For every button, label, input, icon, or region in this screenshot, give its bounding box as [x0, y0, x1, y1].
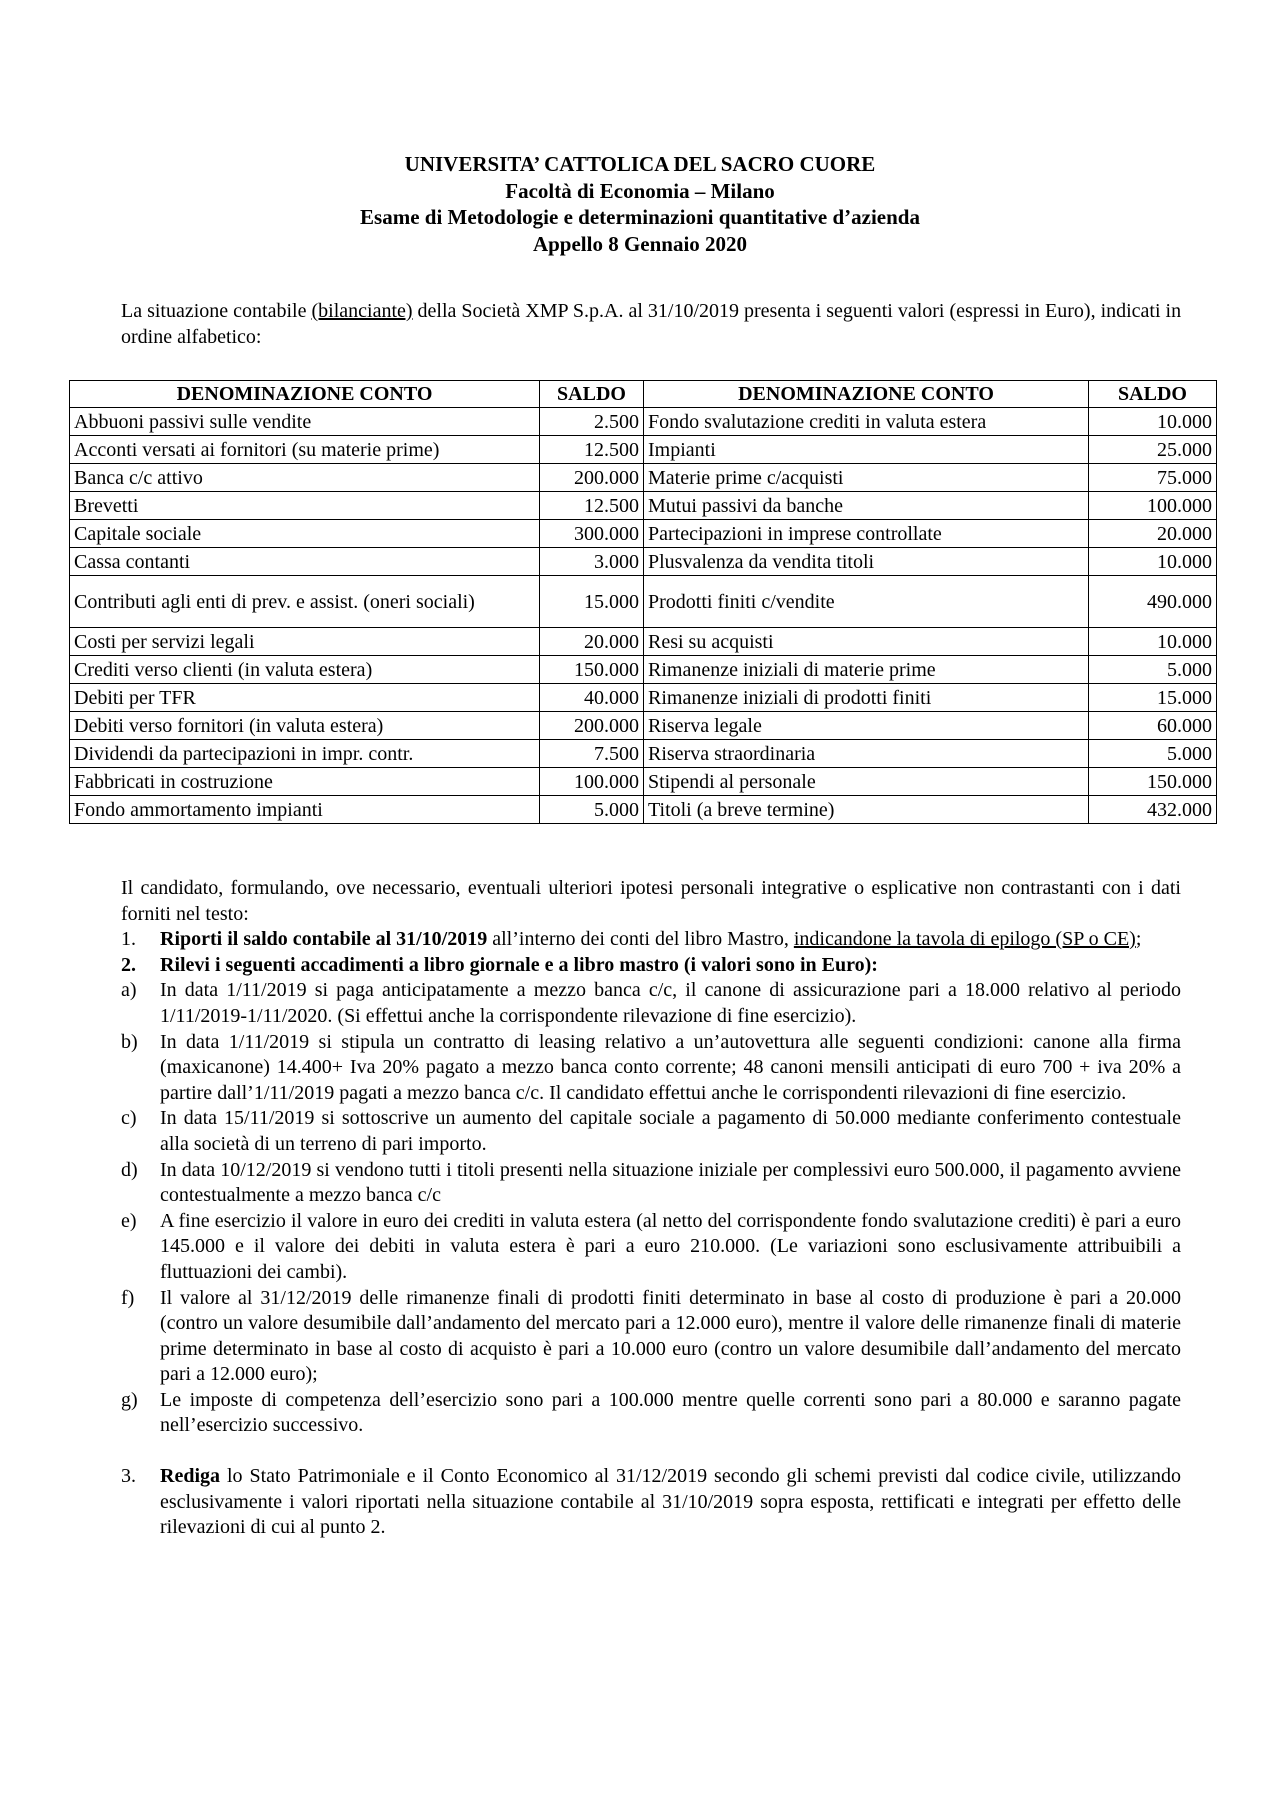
sub-item	[121, 1158, 1181, 1209]
sub-item	[121, 1030, 1181, 1107]
item-3-text: lo Stato Patrimoniale e il Conto Economico al 31/12/2019 secondo gli schemi previsti dal codice civile, utilizzando esclusivamente i valori riportati nella situazione contabile al 31/10/2019 sopra esposta, rettificati e integrati per effetto delle rilevazioni di cui al punto 2.	[160, 1465, 1181, 1539]
balance-right: 25.000	[1089, 436, 1217, 464]
header-account-name-right: DENOMINAZIONE CONTO	[644, 381, 1089, 408]
account-name-right: Prodotti finiti c/vendite	[644, 576, 1089, 628]
balance-right: 490.000	[1089, 576, 1217, 628]
balance-right: 15.000	[1089, 684, 1217, 712]
account-name-right: Titoli (a breve termine)	[644, 796, 1089, 824]
item-2-marker: 2.	[121, 953, 136, 976]
account-name-right: Riserva legale	[644, 712, 1089, 740]
table-row	[70, 576, 1217, 628]
account-name-left: Fabbricati in costruzione	[70, 768, 540, 796]
instructions-preamble: Il candidato, formulando, ove necessario, eventuali ulteriori ipotesi personali integrative o esplicative non contrastanti con i dati forniti nel testo:	[121, 877, 1181, 925]
balance-left: 12.500	[540, 436, 644, 464]
balance-right: 100.000	[1089, 492, 1217, 520]
balance-right: 150.000	[1089, 768, 1217, 796]
account-name-left: Capitale sociale	[70, 520, 540, 548]
item-1-end: ;	[1135, 928, 1142, 951]
balance-left: 3.000	[540, 548, 644, 576]
account-name-right: Rimanenze iniziali di prodotti finiti	[644, 684, 1089, 712]
account-name-left: Costi per servizi legali	[70, 628, 540, 656]
sub-item-marker: c)	[121, 1107, 137, 1130]
sub-item	[121, 1286, 1181, 1388]
sub-item-marker: e)	[121, 1209, 137, 1232]
sub-item-text: In data 1/11/2019 si paga anticipatamente a mezzo banca c/c, il canone di assicurazione pari a 18.000 relativo al periodo 1/11/2019-1/11/2020. (Si effettui anche la corrispondente rilevazione di fine esercizio).	[160, 979, 1181, 1027]
sub-item-text: In data 15/11/2019 si sottoscrive un aumento del capitale sociale a pagamento di 50.000 mediante conferimento contestuale alla società di un terreno di pari importo.	[160, 1107, 1181, 1155]
account-name-right: Stipendi al personale	[644, 768, 1089, 796]
table-row	[70, 712, 1217, 740]
balance-left: 5.000	[540, 796, 644, 824]
item-1-text: all’interno dei conti del libro Mastro,	[487, 928, 794, 951]
accounts-table-body	[70, 408, 1217, 824]
item-3-bold: Rediga	[160, 1465, 220, 1488]
instructions	[121, 876, 1181, 1541]
header-balance-right: SALDO	[1089, 381, 1217, 408]
sub-item-text: A fine esercizio il valore in euro dei crediti in valuta estera (al netto del corrispondente fondo svalutazione crediti) è pari a euro 145.000 e il valore dei debiti in valuta estera è pari a euro 210.000. (Le variazioni sono esclusivamente attribuibili a fluttuazioni dei cambi).	[160, 1209, 1181, 1283]
account-name-right: Partecipazioni in imprese controllate	[644, 520, 1089, 548]
balance-left: 40.000	[540, 684, 644, 712]
account-name-left: Contributi agli enti di prev. e assist. (oneri sociali)	[70, 576, 540, 628]
table-row	[70, 628, 1217, 656]
intro-paragraph	[121, 298, 1186, 350]
balance-left: 200.000	[540, 712, 644, 740]
sub-item-marker: b)	[121, 1030, 138, 1053]
sub-item-marker: g)	[121, 1388, 138, 1411]
account-name-left: Debiti per TFR	[70, 684, 540, 712]
intro-text-2: della Società XMP S.p.A. al 31/10/2019 presenta i seguenti valori (espressi in Euro), indicati in ordine alfabetico:	[121, 300, 1182, 348]
sub-item-marker: d)	[121, 1158, 138, 1181]
balance-right: 75.000	[1089, 464, 1217, 492]
balance-right: 60.000	[1089, 712, 1217, 740]
balance-left: 7.500	[540, 740, 644, 768]
balance-right: 20.000	[1089, 520, 1217, 548]
intro-underlined: (bilanciante)	[311, 300, 413, 322]
table-header-row	[70, 381, 1217, 408]
item-2-bold: Rilevi i seguenti accadimenti a libro giornale e a libro mastro (i valori sono in Euro):	[160, 953, 878, 976]
exam-title: Esame di Metodologie e determinazioni quantitative d’azienda	[360, 205, 920, 229]
account-name-right: Mutui passivi da banche	[644, 492, 1089, 520]
sub-item-text: In data 10/12/2019 si vendono tutti i titoli presenti nella situazione iniziale per complessivi euro 500.000, il pagamento avviene contestualmente a mezzo banca c/c	[160, 1158, 1181, 1207]
intro-text-1: La situazione contabile	[121, 300, 312, 322]
account-name-left: Debiti verso fornitori (in valuta estera)	[70, 712, 540, 740]
sub-item	[121, 1106, 1181, 1157]
table-row	[70, 796, 1217, 824]
balance-right: 10.000	[1089, 408, 1217, 436]
balance-left: 100.000	[540, 768, 644, 796]
header-balance-left: SALDO	[540, 381, 644, 408]
balance-left: 2.500	[540, 408, 644, 436]
item-1-marker: 1.	[121, 928, 136, 951]
balance-left: 300.000	[540, 520, 644, 548]
account-name-left: Abbuoni passivi sulle vendite	[70, 408, 540, 436]
table-row	[70, 684, 1217, 712]
balance-left: 150.000	[540, 656, 644, 684]
account-name-left: Brevetti	[70, 492, 540, 520]
instruction-item-1	[121, 927, 1181, 953]
account-name-right: Rimanenze iniziali di materie prime	[644, 656, 1089, 684]
table-row	[70, 436, 1217, 464]
account-name-left: Crediti verso clienti (in valuta estera)	[70, 656, 540, 684]
account-name-right: Impianti	[644, 436, 1089, 464]
account-name-right: Plusvalenza da vendita titoli	[644, 548, 1089, 576]
account-name-right: Riserva straordinaria	[644, 740, 1089, 768]
account-name-left: Acconti versati ai fornitori (su materie prime)	[70, 436, 540, 464]
account-name-right: Materie prime c/acquisti	[644, 464, 1089, 492]
account-name-left: Fondo ammortamento impianti	[70, 796, 540, 824]
balance-right: 5.000	[1089, 656, 1217, 684]
exam-date: Appello 8 Gennaio 2020	[532, 231, 748, 256]
table-row	[70, 520, 1217, 548]
table-row	[70, 656, 1217, 684]
spacer	[121, 1439, 1181, 1464]
sub-item	[121, 1209, 1181, 1286]
instruction-item-2	[121, 953, 1181, 979]
table-row	[70, 548, 1217, 576]
sub-item-text: Il valore al 31/12/2019 delle rimanenze finali di prodotti finiti determinato in base al costo di produzione è pari a 20.000 (contro un valore desumibile dall’andamento del mercato pari a 12.000 euro), mentre il valore delle rimanenze finali di materie prime determinato in base al costo di acquisto è pari a 10.000 euro (contro un valore desumibile dall’andamento del mercato pari a 12.000 euro);	[160, 1286, 1181, 1386]
account-name-left: Dividendi da partecipazioni in impr. contr.	[70, 740, 540, 768]
table-row	[70, 492, 1217, 520]
balance-left: 15.000	[540, 576, 644, 628]
sub-item-marker: a)	[121, 979, 137, 1002]
faculty-name: Facoltà di Economia – Milano	[505, 178, 775, 203]
account-name-left: Banca c/c attivo	[70, 464, 540, 492]
sub-item-text: Le imposte di competenza dell’esercizio sono pari a 100.000 mentre quelle correnti sono pari a 80.000 e saranno pagate nell’esercizio successivo.	[160, 1388, 1181, 1437]
table-row	[70, 768, 1217, 796]
balance-left: 12.500	[540, 492, 644, 520]
balance-right: 10.000	[1089, 548, 1217, 576]
account-name-right: Fondo svalutazione crediti in valuta estera	[644, 408, 1089, 436]
sub-item-marker: f)	[121, 1286, 135, 1309]
university-name: UNIVERSITA’ CATTOLICA DEL SACRO CUORE	[404, 152, 876, 176]
item-1-underlined: indicandone la tavola di epilogo (SP o CE)	[793, 928, 1136, 951]
balance-left: 200.000	[540, 464, 644, 492]
table-row	[70, 408, 1217, 436]
balance-right: 10.000	[1089, 628, 1217, 656]
balance-left: 20.000	[540, 628, 644, 656]
header-account-name-left: DENOMINAZIONE CONTO	[70, 381, 540, 408]
sub-item-text: In data 1/11/2019 si stipula un contratto di leasing relativo a un’autovettura alle seguenti condizioni: canone alla firma (maxicanone) 14.400+ Iva 20% pagato a mezzo banca conto corrente; 48 canoni mensili anticipati di euro 700 + iva 20% a partire dall’1/11/2019 pagati a mezzo banca c/c. Il candidato effettui anche le corrispondenti rilevazioni di fine esercizio.	[160, 1030, 1181, 1104]
account-name-right: Resi su acquisti	[644, 628, 1089, 656]
accounts-table	[69, 380, 1217, 824]
sub-item	[121, 978, 1181, 1029]
sub-items-list	[121, 978, 1181, 1439]
sub-item	[121, 1388, 1181, 1439]
exam-header	[0, 151, 1280, 257]
instruction-item-3	[121, 1464, 1181, 1541]
table-row	[70, 464, 1217, 492]
balance-right: 5.000	[1089, 740, 1217, 768]
table-row	[70, 740, 1217, 768]
account-name-left: Cassa contanti	[70, 548, 540, 576]
item-1-bold: Riporti il saldo contabile al 31/10/2019	[160, 928, 488, 951]
item-3-marker: 3.	[121, 1465, 136, 1488]
balance-right: 432.000	[1089, 796, 1217, 824]
